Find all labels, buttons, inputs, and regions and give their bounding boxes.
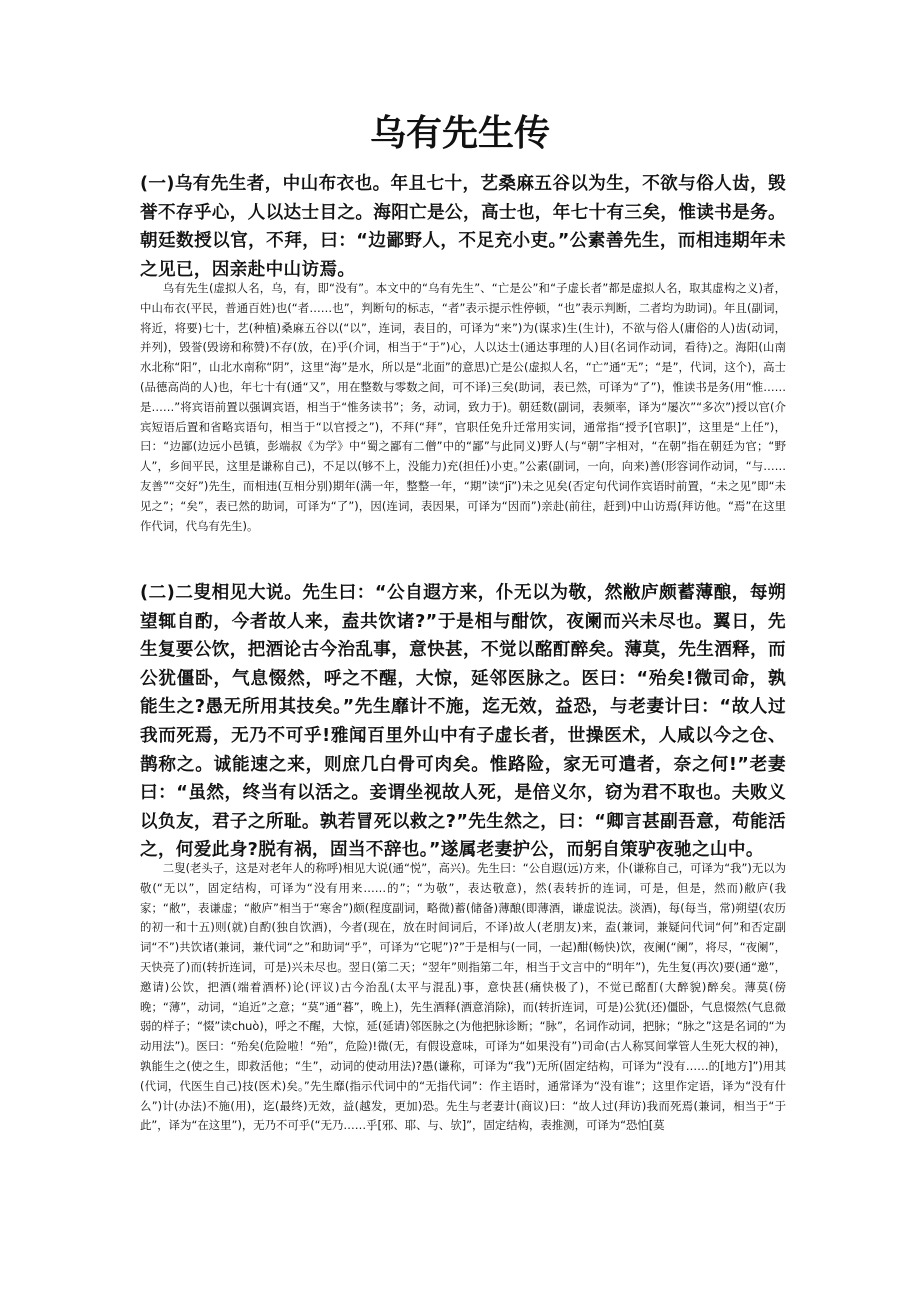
- document-title: 乌有先生传: [369, 113, 550, 154]
- section-1-annotation: 乌有先生(虚拟人名，乌，有，即“没有”。本文中的“乌有先生”、“亡是公”和“子虚长者”都是虚拟人名，取其虚构之义)者，中山布衣(平民，普通百姓)也(“者……也”，判断句的标志，“者”表示提示性停顿，“也”表示判断，二者均为助词)。年且(副词，将近，将要)七十，艺(种植)桑麻五谷以(“以”，连词，表目的，可译为“来”)为(谋求)生(生计)，不欲与俗人(庸俗的人)齿(动词，并列)，毁誉(毁谤和称赞)不存(放，在)乎(介词，相当于“于”)心，人以达士(通达事理的人)目(名词作动词，看待)之。海阳(山南水北称“阳”，山北水南称“阴”，这里“海”是水，所以是“北面”的意思)亡是公(虚拟人名，“亡”通“无”；“是”，代词，这个)，高士(品德高尚的人)也，年七十有(通“又”，用在整数与零数之间，可不译)三矣(助词，表已然，可译为“了”)，惟读书是务(用“惟……是……”将宾语前置以强调宾语，相当于“惟务读书”；务，动词，致力于)。朝廷数(副词，表频率，译为“屡次”“多次”)授以官(介宾短语后置和省略宾语句，相当于“以官授之”)，不拜(“拜”，官职任免升迁常用实词，通常指“授予[官职]”，这里是“上任”)，曰：“边鄙(边远小邑镇，彭端叔《为学》中“蜀之鄙有二僧”中的“鄙”与此同义)野人(与“朝”字相对，“在朝”指在朝廷为官；“野人”，乡间平民，这里是谦称自己)，不足以(够不上，没能力)充(担任)小吏。”公素(副词，一向，向来)善(形容词作动词，“与……友善”“交好”)先生，而相违(互相分别)期年(满一年，整整一年，“期”读“jī”)未之见矣(否定句代词作宾语时前置，“未之见”即“未见之”；“矣”，表已然的助词，可译为“了”)，因(连词，表因果，可译为“因而”)亲赴(前往，赶到)中山访焉(拜访他。“焉”在这里作代词，代乌有先生)。: [140, 281, 786, 533]
- section-2-annotation: 二叟(老头子，这是对老年人的称呼)相见大说(通“悦”，高兴)。先生曰：“公自遐(远)方来，仆(谦称自己，可译为“我”)无以为敬(“无以”，固定结构，可译为“没有用来……的”；“为敬”，表达敬意)，然(表转折的连词，可是，但是，然而)敝庐(我家；“敝”，表谦虚；“敝庐”相当于“寒舍”)颇(程度副词，略微)蓄(储备)薄酿(即薄酒，谦虚说法。淡酒)，每(每当，常)朔望(农历的初一和十五)则(就)自酌(独自饮酒)，今者(现在，放在时间词后，不译)故人(老朋友)来，盍(兼词，兼疑问代词“何”和否定副词“不”)共饮诸(兼词，兼代词“之”和助词“乎”，可译为“它呢”)?”于是相与(一同，一起)酣(畅快)饮，夜阑(“阑”，将尽，“夜阑”，天快亮了)而(转折连词，可是)兴未尽也。翌日(第二天；“翌年”则指第二年，相当于文言中的“明年”)，先生复(再次)要(通“邀”，邀请)公饮，把酒(端着酒杯)论(评议)古今治乱(太平与混乱)事，意快甚(痛快极了)，不觉已酩酊(大醉貌)醉矣。薄莫(傍晚；“薄”，动词，“追近”之意；“莫”通“暮”，晚上)，先生酒释(酒意消除)，而(转折连词，可是)公犹(还)僵卧，气息惙然(气息微弱的样子；“惙”读chuò)，呼之不醒，大惊，延(延请)邻医脉之(为他把脉诊断；“脉”，名词作动词，把脉；“脉之”这是名词的“为动用法”)。医曰：“殆矣(危险啦！“殆”，危险)!微(无，有假设意味，可译为“如果没有”)司命(古人称冥间掌管人生死大权的神)，孰能生之(使之生，即救活他；“生”，动词的使动用法)?愚(谦称，可译为“我”)无所(固定结构，可译为“没有……的[地方]”)用其(代词，代医生自己)技(医术)矣。”先生靡(指示代词中的“无指代词”：作主语时，通常译为“没有谁”；这里作定语，译为“没有什么”)计(办法)不施(用)，迄(最终)无效，益(越发，更加)恐。先生与老妻计(商议)曰：“故人过(拜访)我而死焉(兼词，相当于“于此”，译为“在这里”)，无乃不可乎(“无乃……乎[邪、耶、与、欤]”，固定结构，表推测，可译为“恐怕[莫: [140, 861, 786, 1133]
- section-2-text: (二)二叟相见大说。先生曰：“公自遐方来，仆无以为敬，然敝庐颇蓄薄酿，每朔望辄自酌，今者故人来，盍共饮诸?”于是相与酣饮，夜阑而兴未尽也。翼日，先生复要公饮，把酒论古今治乱事，意快甚，不觉以酩酊醉矣。薄莫，先生酒释，而公犹僵卧，气息惙然，呼之不醒，大惊，延邻医脉之。医曰：“殆矣!微司命，孰能生之?愚无所用其技矣。”先生靡计不施，迄无效，益恐，与老妻计曰：“故人过我而死焉，无乃不可乎!雅闻百里外山中有子虚长者，世操医术，人咸以今之仓、鹊称之。诚能速之来，则庶几白骨可肉矣。惟路险，家无可遣者，奈之何!”老妻曰：“虽然，终当有以活之。妾谓坐视故人死，是倍义尔，窃为君不取也。夫败义以负友，君子之所耻。孰若冒死以救之?”先生然之，曰：“卿言甚副吾意，苟能活之，何爱此身?脱有祸，固当不辞也。”遂属老妻护公，而躬自策驴夜驰之山中。: [140, 583, 786, 861]
- section-1-text: (一)乌有先生者，中山布衣也。年且七十，艺桑麻五谷以为生，不欲与俗人齿，毁誉不存乎心，人以达士目之。海阳亡是公，高士也，年七十有三矣，惟读书是务。朝廷数授以官，不拜，曰：“边鄙野人，不足充小吏。”公素善先生，而相违期年未之见已，因亲赴中山访焉。: [140, 174, 786, 280]
